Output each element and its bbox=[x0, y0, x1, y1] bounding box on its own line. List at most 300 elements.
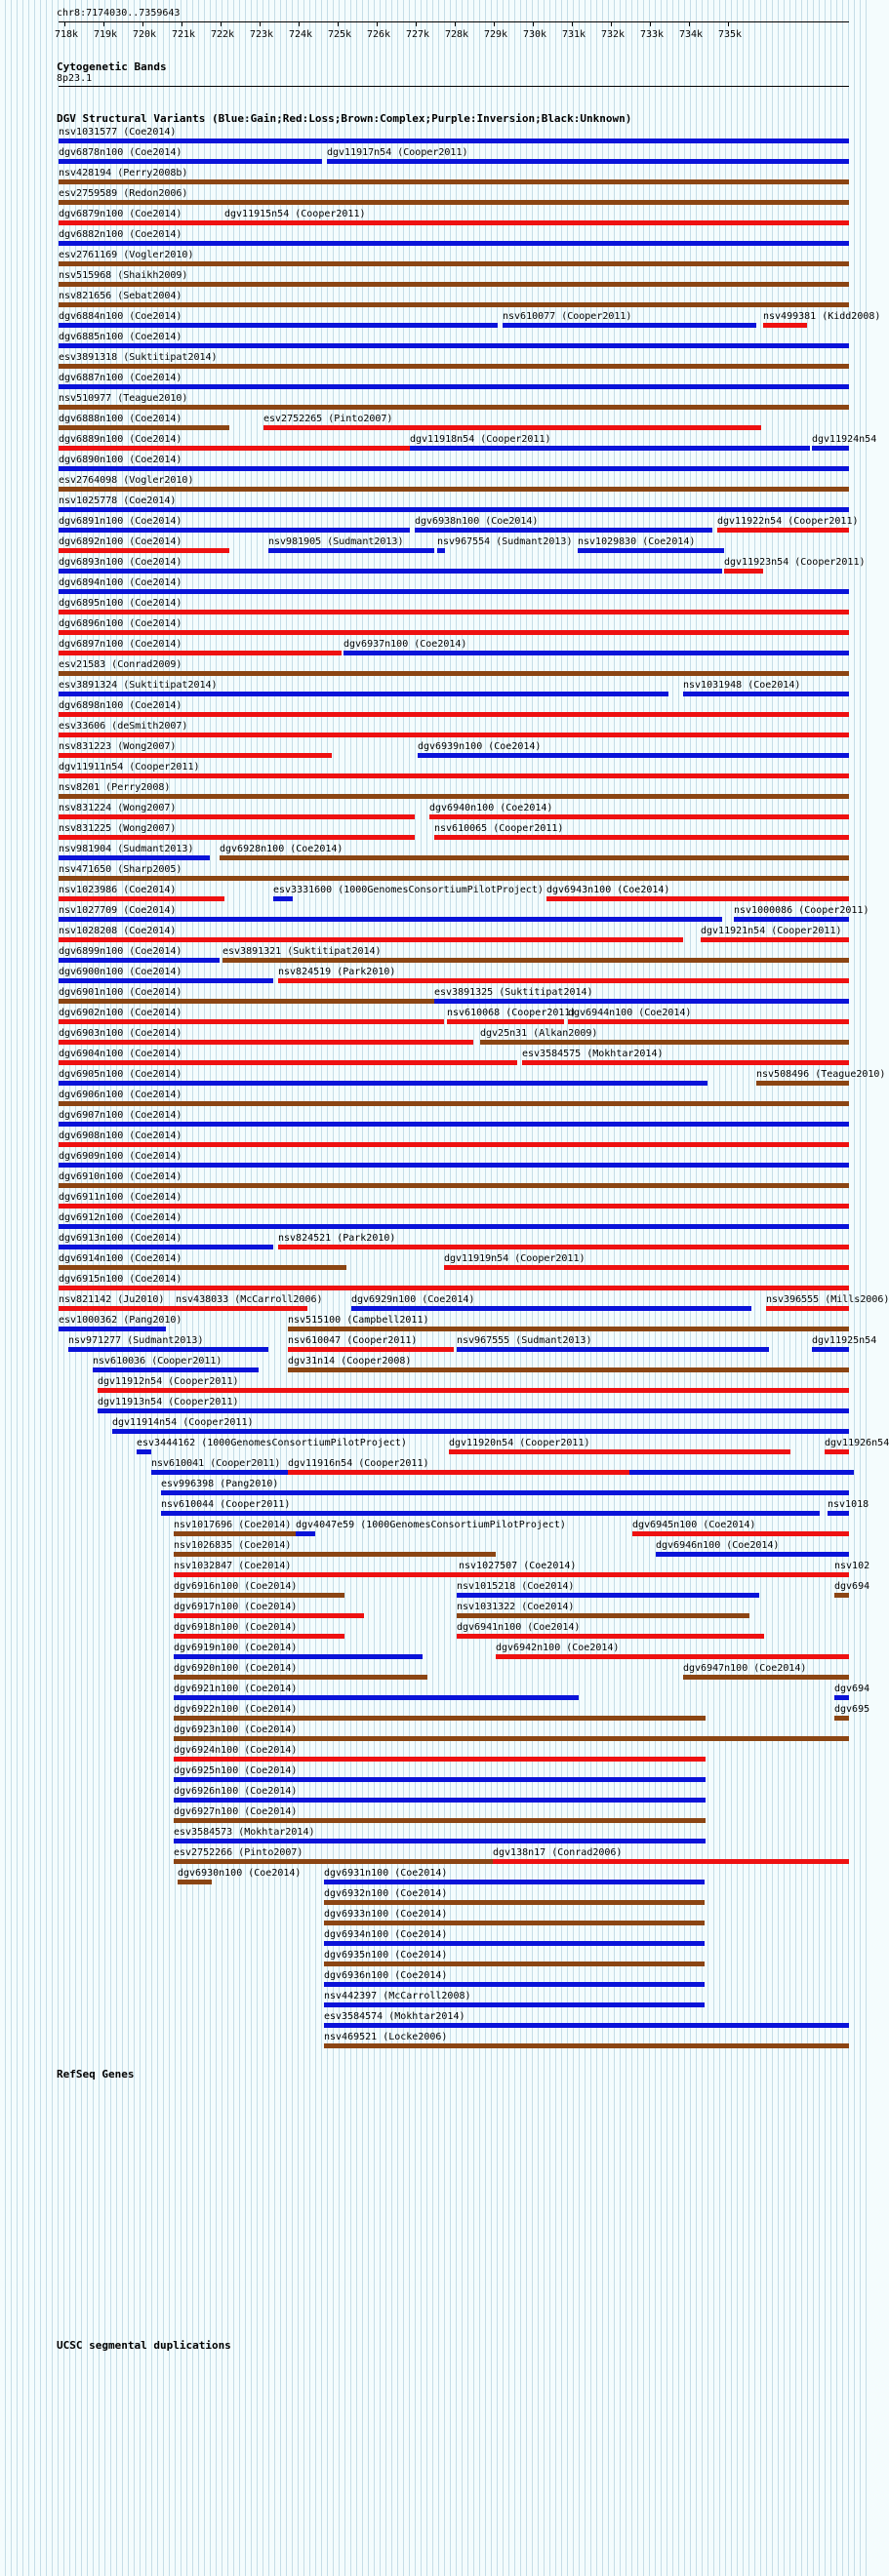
sv-label: esv3891324 (Suktitipat2014) bbox=[59, 680, 218, 691]
sv-label: dgv6890n100 (Coe2014) bbox=[59, 455, 182, 465]
sv-bar[interactable] bbox=[174, 1593, 344, 1598]
sv-label: dgv11922n54 (Cooper2011) bbox=[717, 516, 859, 527]
sv-bar[interactable] bbox=[59, 446, 410, 451]
sv-bar[interactable] bbox=[812, 1347, 849, 1352]
sv-label: dgv11915n54 (Cooper2011) bbox=[224, 209, 366, 219]
sv-label: nsv971277 (Sudmant2013) bbox=[68, 1335, 204, 1346]
sv-label: nsv510977 (Teague2010) bbox=[59, 393, 188, 404]
sv-label: dgv25n31 (Alkan2009) bbox=[480, 1028, 598, 1039]
sv-label: nsv981904 (Sudmant2013) bbox=[59, 844, 194, 854]
sv-bar[interactable] bbox=[59, 200, 849, 205]
sv-label: nsv831223 (Wong2007) bbox=[59, 741, 177, 752]
sv-bar[interactable] bbox=[828, 1511, 849, 1516]
sv-bar[interactable] bbox=[59, 835, 415, 840]
sv-label: dgv6910n100 (Coe2014) bbox=[59, 1171, 182, 1182]
sv-bar[interactable] bbox=[263, 425, 761, 430]
sv-label: nsv1027709 (Coe2014) bbox=[59, 905, 177, 916]
sv-bar[interactable] bbox=[324, 1941, 705, 1946]
sv-bar[interactable] bbox=[174, 1839, 706, 1843]
ruler-axis bbox=[59, 21, 849, 22]
sv-label: esv33606 (deSmith2007) bbox=[59, 721, 188, 732]
sv-label: nsv515968 (Shaikh2009) bbox=[59, 270, 188, 281]
sv-label: dgv6882n100 (Coe2014) bbox=[59, 229, 182, 240]
ruler-tick-label: 729k bbox=[484, 29, 508, 40]
sv-bar[interactable] bbox=[59, 179, 849, 184]
sv-bar[interactable] bbox=[59, 282, 849, 287]
sv-bar[interactable] bbox=[457, 1613, 749, 1618]
sv-label: nsv1029830 (Coe2014) bbox=[578, 536, 696, 547]
sv-label: nsv428194 (Perry2008b) bbox=[59, 168, 188, 178]
cytoband-label: 8p23.1 bbox=[57, 73, 93, 84]
ruler-tick-label: 718k bbox=[55, 29, 79, 40]
sv-bar[interactable] bbox=[59, 794, 849, 799]
sv-label: dgv11926n54 bbox=[825, 1438, 889, 1448]
sv-label: dgv6903n100 (Coe2014) bbox=[59, 1028, 182, 1039]
sv-label: dgv6911n100 (Coe2014) bbox=[59, 1192, 182, 1203]
sv-bar[interactable] bbox=[59, 814, 415, 819]
sv-bar[interactable] bbox=[480, 1040, 849, 1045]
sv-bar[interactable] bbox=[93, 1367, 259, 1372]
sv-label: nsv1031577 (Coe2014) bbox=[59, 127, 177, 138]
sv-bar[interactable] bbox=[327, 159, 849, 164]
sv-label: esv2752266 (Pinto2007) bbox=[174, 1847, 303, 1858]
sv-bar[interactable] bbox=[429, 814, 849, 819]
sv-bar[interactable] bbox=[59, 1060, 517, 1065]
ruler-tick-label: 733k bbox=[640, 29, 665, 40]
sv-label: esv3584574 (Mokhtar2014) bbox=[324, 2011, 465, 2022]
sv-bar[interactable] bbox=[137, 1449, 151, 1454]
dgv-track-title: DGV Structural Variants (Blue:Gain;Red:Loss;Brown:Complex;Purple:Inversion;Black:Unknown) bbox=[57, 112, 632, 125]
sv-bar[interactable] bbox=[59, 1306, 176, 1311]
sv-label: dgv6908n100 (Coe2014) bbox=[59, 1130, 182, 1141]
sv-bar[interactable] bbox=[59, 1265, 346, 1270]
sv-label: dgv11911n54 (Cooper2011) bbox=[59, 762, 200, 773]
sv-label: nsv1031948 (Coe2014) bbox=[683, 680, 801, 691]
ruler-tick bbox=[260, 21, 261, 26]
sv-label: dgv6899n100 (Coe2014) bbox=[59, 946, 182, 957]
sv-bar[interactable] bbox=[59, 405, 849, 410]
sv-label: dgv6902n100 (Coe2014) bbox=[59, 1008, 182, 1018]
sv-label: dgv6879n100 (Coe2014) bbox=[59, 209, 182, 219]
sv-bar[interactable] bbox=[59, 733, 849, 737]
sv-label: nsv610036 (Cooper2011) bbox=[93, 1356, 222, 1367]
ruler-tick-label: 732k bbox=[601, 29, 626, 40]
sv-bar[interactable] bbox=[568, 1019, 849, 1024]
sv-label: dgv11918n54 (Cooper2011) bbox=[410, 434, 551, 445]
sv-label: dgv6914n100 (Coe2014) bbox=[59, 1253, 182, 1264]
sv-label: nsv102 bbox=[834, 1561, 870, 1571]
sv-label: dgv694 bbox=[834, 1684, 870, 1694]
ruler-tick bbox=[338, 21, 339, 26]
sv-bar[interactable] bbox=[457, 1593, 759, 1598]
sv-label: dgv11913n54 (Cooper2011) bbox=[98, 1397, 239, 1407]
sv-bar[interactable] bbox=[825, 1449, 849, 1454]
sv-bar[interactable] bbox=[59, 1142, 849, 1147]
sv-bar[interactable] bbox=[578, 548, 724, 553]
sv-label: dgv694 bbox=[834, 1581, 870, 1592]
ruler-tick-label: 720k bbox=[133, 29, 157, 40]
sv-label: dgv6925n100 (Coe2014) bbox=[174, 1765, 298, 1776]
sv-label: esv3331600 (1000GenomesConsortiumPilotProject) bbox=[273, 885, 544, 895]
sv-bar[interactable] bbox=[288, 1347, 454, 1352]
sv-bar[interactable] bbox=[59, 159, 322, 164]
sv-bar[interactable] bbox=[59, 958, 220, 963]
sv-bar[interactable] bbox=[59, 1122, 849, 1127]
ruler-tick bbox=[689, 21, 690, 26]
sv-bar[interactable] bbox=[522, 1060, 849, 1065]
sv-label: esv3444162 (1000GenomesConsortiumPilotProject) bbox=[137, 1438, 407, 1448]
sv-bar[interactable] bbox=[59, 528, 410, 533]
sv-label: dgv6904n100 (Coe2014) bbox=[59, 1049, 182, 1059]
sv-bar[interactable] bbox=[766, 1306, 849, 1311]
sv-bar[interactable] bbox=[734, 917, 849, 922]
sv-bar[interactable] bbox=[59, 507, 849, 512]
sv-bar[interactable] bbox=[324, 1921, 705, 1925]
sv-bar[interactable] bbox=[59, 1101, 849, 1106]
sv-label: dgv6932n100 (Coe2014) bbox=[324, 1888, 448, 1899]
sv-bar[interactable] bbox=[59, 753, 332, 758]
ruler-tick-label: 722k bbox=[211, 29, 235, 40]
sv-bar[interactable] bbox=[351, 1306, 751, 1311]
sv-bar[interactable] bbox=[434, 835, 849, 840]
sv-bar[interactable] bbox=[457, 1634, 764, 1639]
sv-bar[interactable] bbox=[288, 1470, 629, 1475]
sv-label: nsv396555 (Mills2006) bbox=[766, 1294, 889, 1305]
sv-bar[interactable] bbox=[176, 1306, 307, 1311]
sv-label: dgv6933n100 (Coe2014) bbox=[324, 1909, 448, 1920]
sv-bar[interactable] bbox=[444, 1265, 849, 1270]
sv-bar[interactable] bbox=[59, 569, 722, 574]
sv-bar[interactable] bbox=[288, 1367, 849, 1372]
sv-label: dgv6915n100 (Coe2014) bbox=[59, 1274, 182, 1285]
sv-bar[interactable] bbox=[98, 1388, 849, 1393]
sv-bar[interactable] bbox=[59, 343, 849, 348]
sv-bar[interactable] bbox=[59, 999, 434, 1004]
sv-bar[interactable] bbox=[59, 855, 210, 860]
sv-label: nsv499381 (Kidd2008) bbox=[763, 311, 881, 322]
ruler-tick bbox=[416, 21, 417, 26]
sv-bar[interactable] bbox=[59, 610, 849, 614]
sv-bar[interactable] bbox=[174, 1634, 344, 1639]
sv-bar[interactable] bbox=[59, 220, 224, 225]
sv-label: dgv6894n100 (Coe2014) bbox=[59, 577, 182, 588]
sv-bar[interactable] bbox=[59, 261, 849, 266]
sv-bar[interactable] bbox=[59, 671, 849, 676]
sv-label: dgv6941n100 (Coe2014) bbox=[457, 1622, 581, 1633]
sv-label: dgv11923n54 (Cooper2011) bbox=[724, 557, 866, 568]
sv-bar[interactable] bbox=[683, 1675, 849, 1680]
sv-bar[interactable] bbox=[763, 323, 807, 328]
sv-bar[interactable] bbox=[174, 1777, 706, 1782]
sv-bar[interactable] bbox=[324, 1962, 705, 1966]
cytoband-track-title: Cytogenetic Bands bbox=[57, 60, 167, 73]
sv-label: esv2764098 (Vogler2010) bbox=[59, 475, 194, 486]
sv-bar[interactable] bbox=[457, 1347, 769, 1352]
sv-bar[interactable] bbox=[220, 855, 849, 860]
sv-label: nsv824521 (Park2010) bbox=[278, 1233, 396, 1244]
sv-bar[interactable] bbox=[174, 1675, 427, 1680]
sv-label: dgv6931n100 (Coe2014) bbox=[324, 1868, 448, 1879]
sv-bar[interactable] bbox=[410, 446, 810, 451]
sv-bar[interactable] bbox=[68, 1347, 268, 1352]
sv-bar[interactable] bbox=[437, 548, 445, 553]
sv-label: dgv6906n100 (Coe2014) bbox=[59, 1090, 182, 1100]
sv-label: dgv6943n100 (Coe2014) bbox=[546, 885, 670, 895]
sv-label: nsv610044 (Cooper2011) bbox=[161, 1499, 291, 1510]
sv-label: dgv6946n100 (Coe2014) bbox=[656, 1540, 780, 1551]
sv-label: nsv1027507 (Coe2014) bbox=[459, 1561, 577, 1571]
sv-bar[interactable] bbox=[812, 446, 849, 451]
ruler-tick-label: 721k bbox=[172, 29, 196, 40]
sv-label: nsv442397 (McCarroll2008) bbox=[324, 1991, 471, 2001]
sv-bar[interactable] bbox=[324, 2023, 849, 2028]
sv-label: esv21583 (Conrad2009) bbox=[59, 659, 182, 670]
ruler-tick bbox=[142, 21, 143, 26]
sv-bar[interactable] bbox=[418, 753, 849, 758]
sv-label: nsv1017696 (Coe2014) bbox=[174, 1520, 292, 1530]
sv-label: dgv6930n100 (Coe2014) bbox=[178, 1868, 302, 1879]
sv-label: dgv6920n100 (Coe2014) bbox=[174, 1663, 298, 1674]
sv-bar[interactable] bbox=[59, 548, 229, 553]
sv-label: nsv610077 (Cooper2011) bbox=[503, 311, 632, 322]
sv-bar[interactable] bbox=[273, 896, 293, 901]
sv-bar[interactable] bbox=[296, 1531, 315, 1536]
sv-bar[interactable] bbox=[59, 425, 229, 430]
sv-bar[interactable] bbox=[161, 1490, 849, 1495]
sv-label: nsv438033 (McCarroll2006) bbox=[176, 1294, 323, 1305]
sv-bar[interactable] bbox=[324, 2043, 849, 2048]
sv-label: esv3891325 (Suktitipat2014) bbox=[434, 987, 593, 998]
sv-label: dgv11912n54 (Cooper2011) bbox=[98, 1376, 239, 1387]
sv-bar[interactable] bbox=[434, 999, 849, 1004]
sv-bar[interactable] bbox=[59, 466, 849, 471]
sv-label: dgv11919n54 (Cooper2011) bbox=[444, 1253, 586, 1264]
sv-bar[interactable] bbox=[834, 1572, 849, 1577]
sv-label: nsv610068 (Cooper2011) bbox=[447, 1008, 577, 1018]
ruler-tick-label: 735k bbox=[718, 29, 743, 40]
sv-label: dgv6905n100 (Coe2014) bbox=[59, 1069, 182, 1080]
sv-bar[interactable] bbox=[59, 1286, 849, 1290]
sv-label: dgv6913n100 (Coe2014) bbox=[59, 1233, 182, 1244]
sv-bar[interactable] bbox=[59, 630, 849, 635]
sv-bar[interactable] bbox=[174, 1531, 296, 1536]
sv-label: esv996398 (Pang2010) bbox=[161, 1479, 279, 1489]
sv-label: dgv6887n100 (Coe2014) bbox=[59, 373, 182, 383]
sv-label: dgv6907n100 (Coe2014) bbox=[59, 1110, 182, 1121]
sv-label: nsv469521 (Locke2006) bbox=[324, 2032, 448, 2042]
sv-bar[interactable] bbox=[174, 1757, 706, 1762]
sv-bar[interactable] bbox=[59, 1040, 473, 1045]
sv-bar[interactable] bbox=[59, 917, 722, 922]
sv-label: dgv138n17 (Conrad2006) bbox=[493, 1847, 623, 1858]
sv-label: nsv831225 (Wong2007) bbox=[59, 823, 177, 834]
ruler-tick bbox=[455, 21, 456, 26]
sv-bar[interactable] bbox=[59, 139, 849, 143]
ruler-tick-label: 726k bbox=[367, 29, 391, 40]
sv-label: nsv8201 (Perry2008) bbox=[59, 782, 171, 793]
sv-label: dgv11914n54 (Cooper2011) bbox=[112, 1417, 254, 1428]
sv-bar[interactable] bbox=[278, 1245, 849, 1249]
ruler-tick-label: 725k bbox=[328, 29, 352, 40]
sv-bar[interactable] bbox=[59, 302, 849, 307]
sv-bar[interactable] bbox=[174, 1818, 706, 1823]
sv-bar[interactable] bbox=[343, 651, 849, 655]
sv-label: dgv6897n100 (Coe2014) bbox=[59, 639, 182, 650]
sv-bar[interactable] bbox=[288, 1327, 849, 1331]
sv-label: dgv6922n100 (Coe2014) bbox=[174, 1704, 298, 1715]
ruler-tick bbox=[221, 21, 222, 26]
sv-bar[interactable] bbox=[59, 1204, 849, 1209]
ruler-tick bbox=[728, 21, 729, 26]
sv-bar[interactable] bbox=[59, 323, 498, 328]
sv-label: esv1000362 (Pang2010) bbox=[59, 1315, 182, 1326]
sv-label: nsv981905 (Sudmant2013) bbox=[268, 536, 404, 547]
sv-label: dgv6936n100 (Coe2014) bbox=[324, 1970, 448, 1981]
sv-bar[interactable] bbox=[98, 1408, 849, 1413]
sv-bar[interactable] bbox=[59, 876, 849, 881]
sv-bar[interactable] bbox=[174, 1798, 706, 1803]
sv-bar[interactable] bbox=[59, 937, 683, 942]
sv-bar[interactable] bbox=[834, 1716, 849, 1721]
sv-label: dgv6891n100 (Coe2014) bbox=[59, 516, 182, 527]
sv-label: dgv6889n100 (Coe2014) bbox=[59, 434, 182, 445]
sv-label: esv3584573 (Mokhtar2014) bbox=[174, 1827, 315, 1838]
sv-label: nsv610065 (Cooper2011) bbox=[434, 823, 564, 834]
sv-label: dgv6878n100 (Coe2014) bbox=[59, 147, 182, 158]
sv-bar[interactable] bbox=[59, 589, 849, 594]
sv-bar[interactable] bbox=[278, 978, 849, 983]
sv-label: dgv6935n100 (Coe2014) bbox=[324, 1950, 448, 1961]
sv-bar[interactable] bbox=[834, 1695, 849, 1700]
sv-bar[interactable] bbox=[174, 1552, 496, 1557]
sv-bar[interactable] bbox=[59, 487, 849, 492]
sv-label: nsv1025778 (Coe2014) bbox=[59, 495, 177, 506]
sv-bar[interactable] bbox=[59, 978, 273, 983]
sv-bar[interactable] bbox=[496, 1654, 849, 1659]
sv-bar[interactable] bbox=[174, 1716, 706, 1721]
sv-label: nsv967555 (Sudmant2013) bbox=[457, 1335, 592, 1346]
sv-label: dgv6912n100 (Coe2014) bbox=[59, 1212, 182, 1223]
sv-bar[interactable] bbox=[174, 1859, 510, 1864]
sv-bar[interactable] bbox=[493, 1859, 849, 1864]
sv-bar[interactable] bbox=[174, 1695, 579, 1700]
sv-bar[interactable] bbox=[222, 958, 849, 963]
sv-bar[interactable] bbox=[449, 1449, 790, 1454]
ruler-tick bbox=[377, 21, 378, 26]
sv-bar[interactable] bbox=[415, 528, 712, 533]
sv-bar[interactable] bbox=[324, 1982, 705, 1987]
sv-label: esv2759589 (Redon2006) bbox=[59, 188, 188, 199]
sv-bar[interactable] bbox=[59, 1081, 707, 1086]
ruler-tick-label: 723k bbox=[250, 29, 274, 40]
sv-bar[interactable] bbox=[459, 1572, 834, 1577]
sv-bar[interactable] bbox=[834, 1593, 849, 1598]
sv-bar[interactable] bbox=[701, 937, 849, 942]
sv-bar[interactable] bbox=[112, 1429, 849, 1434]
sv-label: dgv11916n54 (Cooper2011) bbox=[288, 1458, 429, 1469]
sv-bar[interactable] bbox=[174, 1654, 423, 1659]
sv-bar[interactable] bbox=[447, 1019, 564, 1024]
sv-label: dgv6885n100 (Coe2014) bbox=[59, 332, 182, 342]
sv-label: nsv1026835 (Coe2014) bbox=[174, 1540, 292, 1551]
sv-label: nsv1015218 (Coe2014) bbox=[457, 1581, 575, 1592]
sv-bar[interactable] bbox=[756, 1081, 849, 1086]
sv-label: dgv11925n54 bbox=[812, 1335, 877, 1346]
refseq-track-title: RefSeq Genes bbox=[57, 2068, 135, 2081]
sv-label: dgv6884n100 (Coe2014) bbox=[59, 311, 182, 322]
sv-label: dgv6918n100 (Coe2014) bbox=[174, 1622, 298, 1633]
sv-bar[interactable] bbox=[724, 569, 763, 574]
sv-label: dgv6898n100 (Coe2014) bbox=[59, 700, 182, 711]
sv-bar[interactable] bbox=[59, 1245, 273, 1249]
sv-label: nsv1031322 (Coe2014) bbox=[457, 1602, 575, 1612]
sv-bar[interactable] bbox=[268, 548, 434, 553]
sv-label: dgv6921n100 (Coe2014) bbox=[174, 1684, 298, 1694]
sv-bar[interactable] bbox=[546, 896, 849, 901]
sv-bar[interactable] bbox=[59, 712, 849, 717]
sv-bar[interactable] bbox=[224, 220, 849, 225]
ruler-tick-label: 719k bbox=[94, 29, 118, 40]
sv-label: dgv6942n100 (Coe2014) bbox=[496, 1643, 620, 1653]
sv-bar[interactable] bbox=[656, 1552, 849, 1557]
sv-bar[interactable] bbox=[59, 896, 224, 901]
ruler-tick bbox=[533, 21, 534, 26]
sv-bar[interactable] bbox=[174, 1613, 364, 1618]
sv-label: dgv6888n100 (Coe2014) bbox=[59, 414, 182, 424]
sv-label: dgv6923n100 (Coe2014) bbox=[174, 1724, 298, 1735]
sv-label: dgv6919n100 (Coe2014) bbox=[174, 1643, 298, 1653]
ruler-tick-label: 734k bbox=[679, 29, 704, 40]
sv-label: nsv831224 (Wong2007) bbox=[59, 803, 177, 813]
sv-bar[interactable] bbox=[683, 692, 849, 696]
sv-bar[interactable] bbox=[178, 1880, 212, 1884]
sv-bar[interactable] bbox=[59, 651, 342, 655]
sv-bar[interactable] bbox=[503, 323, 756, 328]
sv-bar[interactable] bbox=[59, 384, 849, 389]
sv-bar[interactable] bbox=[59, 364, 849, 369]
sv-bar[interactable] bbox=[174, 1736, 849, 1741]
sv-bar[interactable] bbox=[59, 1163, 849, 1168]
sv-bar[interactable] bbox=[59, 692, 668, 696]
sv-bar[interactable] bbox=[59, 1183, 849, 1188]
sv-label: nsv1000086 (Cooper2011) bbox=[734, 905, 869, 916]
sv-label: esv2761169 (Vogler2010) bbox=[59, 250, 194, 260]
sv-label: nsv824519 (Park2010) bbox=[278, 967, 396, 977]
sv-bar[interactable] bbox=[324, 1900, 705, 1905]
sv-bar[interactable] bbox=[59, 773, 849, 778]
sv-bar[interactable] bbox=[161, 1511, 820, 1516]
sv-bar[interactable] bbox=[174, 1572, 462, 1577]
sv-bar[interactable] bbox=[59, 1224, 849, 1229]
sv-bar[interactable] bbox=[59, 1327, 166, 1331]
sv-label: dgv695 bbox=[834, 1704, 870, 1715]
sv-bar[interactable] bbox=[717, 528, 849, 533]
ruler-tick-label: 730k bbox=[523, 29, 547, 40]
sv-label: dgv6892n100 (Coe2014) bbox=[59, 536, 182, 547]
sv-bar[interactable] bbox=[324, 1880, 705, 1884]
sv-bar[interactable] bbox=[59, 241, 849, 246]
sv-label: dgv11921n54 (Cooper2011) bbox=[701, 926, 842, 936]
sv-label: dgv6895n100 (Coe2014) bbox=[59, 598, 182, 609]
ruler-tick-label: 724k bbox=[289, 29, 313, 40]
sv-label: dgv6901n100 (Coe2014) bbox=[59, 987, 182, 998]
sv-label: esv3891318 (Suktitipat2014) bbox=[59, 352, 218, 363]
sv-label: dgv6944n100 (Coe2014) bbox=[568, 1008, 692, 1018]
sv-bar[interactable] bbox=[324, 2002, 705, 2007]
sv-bar[interactable] bbox=[59, 1019, 444, 1024]
sv-label: dgv6947n100 (Coe2014) bbox=[683, 1663, 807, 1674]
sv-bar[interactable] bbox=[632, 1531, 849, 1536]
